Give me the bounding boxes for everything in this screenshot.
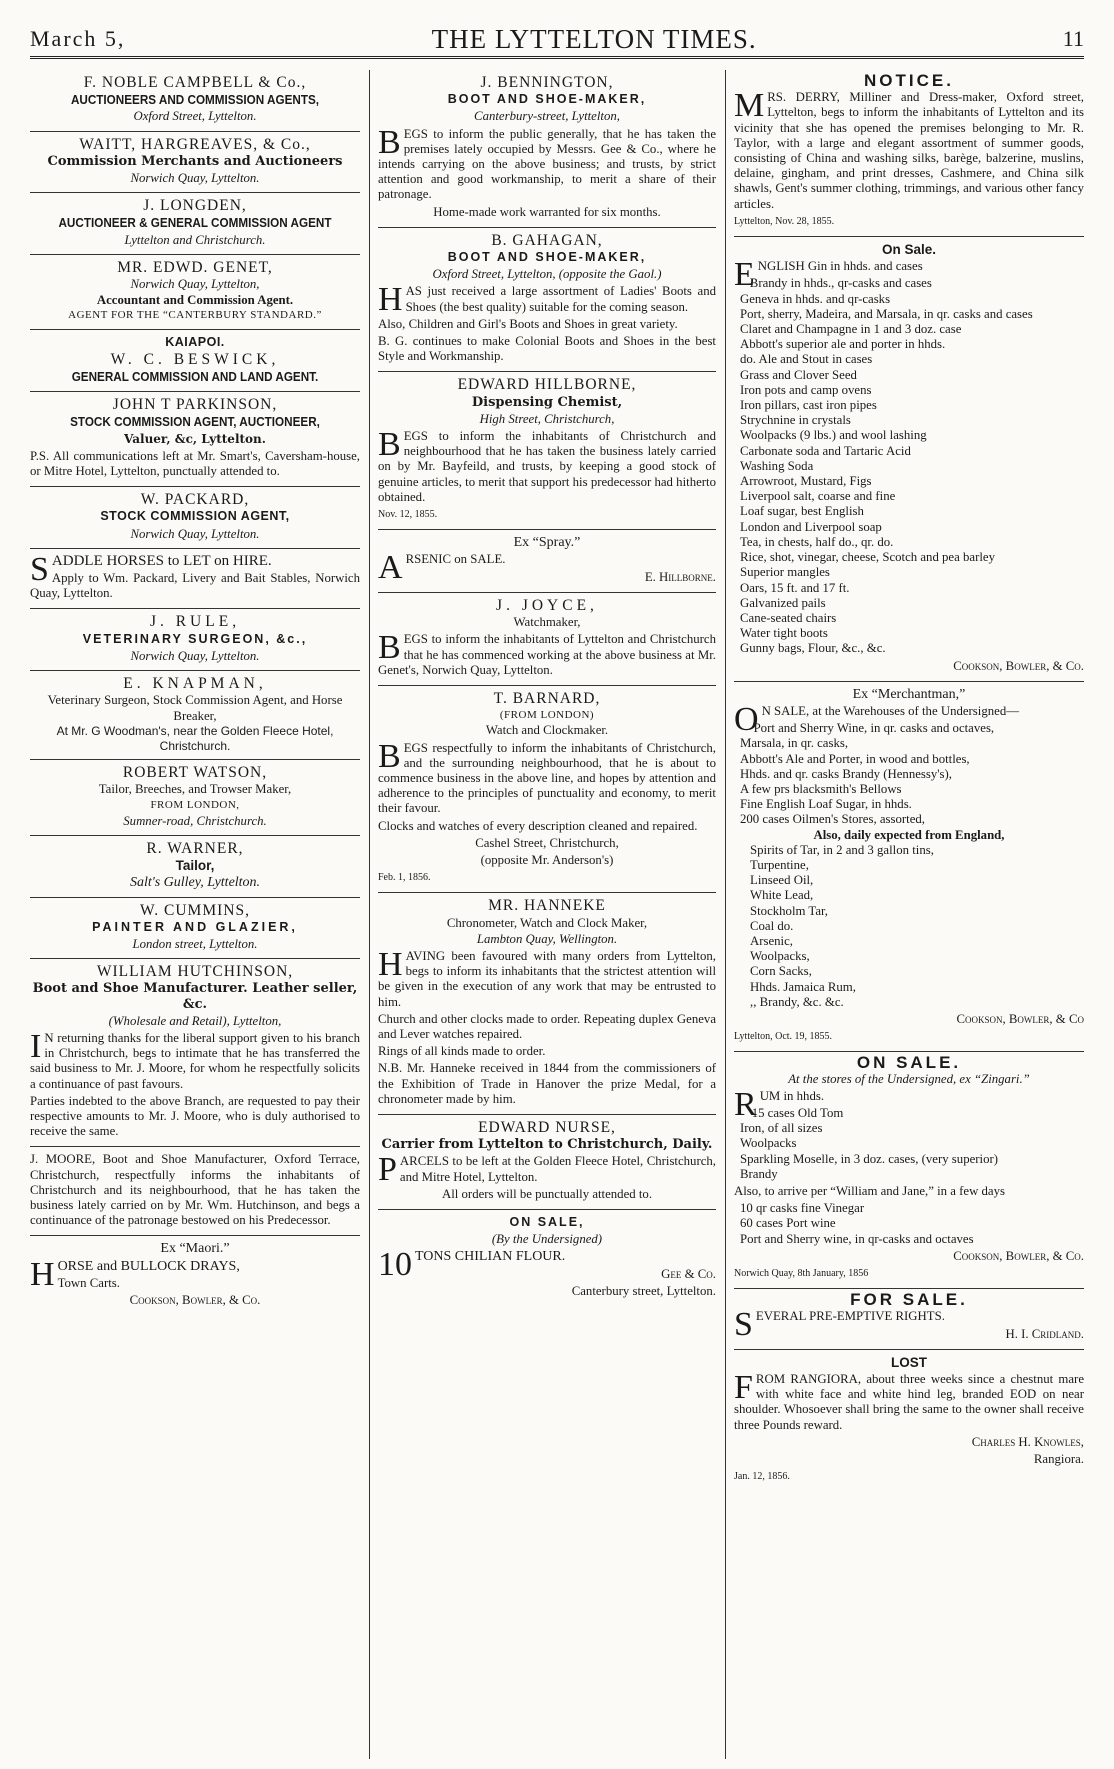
drop-cap: 10 (378, 1246, 412, 1284)
ad-name: J. LONGDEN, (143, 197, 247, 215)
ad-body: EGS to inform the public generally, that he has taken the premises lately occupied by Messrs. Gee & Co., where he intends carrying on the above business; and trusts, by strict attention and good workmanship, to merit a share of their patronage. (378, 126, 716, 202)
ad-signature: Cookson, Bowler, & Co. (953, 1248, 1084, 1263)
ad-merchantman (734, 682, 1084, 1053)
drop-cap: S (734, 1306, 753, 1344)
ad-headline: LOST (891, 1354, 927, 1370)
goods-list (734, 276, 1084, 656)
ad-also: Also, to arrive per “William and Jane,” in a few days (734, 1184, 1005, 1199)
list-item: Carbonate soda and Tartaric Acid (740, 443, 911, 458)
list-item: Arsenic, (750, 933, 793, 948)
list-item: Coal do. (750, 918, 794, 933)
ad-derry (734, 70, 1084, 237)
ad-zingari (734, 1052, 1084, 1289)
ad-body: Also, Children and Girl's Boots and Shoes in great variety. (378, 316, 678, 331)
list-item: 15 cases Old Tom (751, 1106, 844, 1120)
list-item: Iron pots and camp ovens (740, 382, 872, 397)
ad-body: B. G. continues to make Colonial Boots and Shoes in the best Style and Workmanship. (378, 334, 716, 364)
masthead (30, 22, 1084, 59)
ad-date: Feb. 1, 1856. (378, 872, 431, 884)
ad-address: Norwich Quay, Lyttelton. (130, 648, 260, 663)
ad-address: (Wholesale and Retail), Lyttelton, (108, 1013, 282, 1028)
ad-line: AUCTIONEER & GENERAL COMMISSION AGENT (58, 215, 332, 231)
ad-ex: Ex “Merchantman,” (852, 686, 966, 702)
ad-headline: ON SALE, (509, 1215, 585, 1229)
ad-signature: Cookson, Bowler, & Co. (129, 1293, 261, 1307)
ad-body: Home-made work warranted for six months. (433, 204, 661, 219)
list-item: Strychnine in crystals (740, 413, 851, 428)
ad-body: AS just received a large assortment of Ladies' Boots and Shoes (the best quality) suitable for the coming season. (405, 284, 716, 314)
ad-body: AVING been favoured with many orders from Lyttelton, begs to inform its inhabitants that the strictest attention will be given in the execution of any work that may be entrusted to him. (378, 948, 716, 1009)
goods-list (734, 843, 1084, 1010)
ad-maori (30, 1236, 360, 1315)
list-item: Liverpool salt, coarse and fine (740, 489, 896, 504)
ad-address: High Street, Christchurch, (479, 411, 615, 426)
ad-headline: NOTICE. (864, 71, 954, 90)
ad-body: N.B. Mr. Hanneke received in 1844 from the commissioners of the Exhibition of Trade in Hanover the prize Medal, for a chronometer made by him. (378, 1061, 716, 1106)
ad-gahagan (378, 228, 716, 373)
ad-subline: Town Carts. (57, 1275, 120, 1290)
newspaper-title: THE LYTTELTON TIMES. (431, 23, 757, 54)
drop-cap: F (734, 1369, 753, 1407)
list-item: 10 qr casks fine Vinegar (740, 1201, 865, 1216)
ad-also: Also, daily expected from England, (813, 827, 1005, 842)
ad-address: Oxford Street, Lyttelton. (133, 109, 257, 124)
ad-line: Boot and Shoe Manufacturer. Leather seller, &c. (32, 981, 358, 1012)
column-rule (369, 70, 370, 1759)
ad-line: Chronometer, Watch and Clock Maker, (446, 915, 648, 930)
ad-body: EGS to inform the inhabitants of Lyttelton and Christchurch that he has commenced working at the above business at Mr. Genet's, Norwich Quay, Lyttelton. (378, 632, 716, 677)
ad-line: Watchmaker, (513, 615, 581, 630)
ad-signature: H. I. Cridland. (1005, 1326, 1084, 1341)
ad-line: Veterinary Surgeon, Stock Commission Agent, and Horse Breaker, (47, 693, 343, 723)
ad-name: WILLIAM HUTCHINSON, (96, 963, 294, 981)
ad-address: London street, Lyttelton. (132, 936, 258, 951)
ad-body: NGLISH Gin in hhds. and cases (757, 259, 923, 274)
ad-name: ROBERT WATSON, (122, 764, 268, 782)
list-item: Grass and Clover Seed (740, 367, 857, 382)
ad-signature: Cookson, Bowler, & Co (956, 1011, 1084, 1026)
ad-campbell (30, 70, 360, 132)
ad-subline: At the stores of the Undersigned, ex “Zingari.” (788, 1071, 1030, 1086)
ad-signature: Gee & Co. (661, 1266, 716, 1281)
ad-body: EVERAL PRE-EMPTIVE RIGHTS. (755, 1309, 945, 1324)
list-item: A few prs blacksmith's Bellows (740, 781, 902, 796)
ad-headline: FOR SALE. (850, 1290, 968, 1310)
ad-date: Norwich Quay, 8th January, 1856 (734, 1268, 869, 1280)
ad-body: EGS to inform the inhabitants of Christchurch and neighbourhood that he has taken the business lately carried on by Mr. Bayfeild, and trusts, by keeping a good stock of genuine articles, to merit that support his predecessor had hitherto obtained. (378, 429, 716, 504)
ad-body: RS. DERRY, Milliner and Dress-maker, Oxford street, Lyttelton, begs to inform the inhabitants of Lyttelton and its vicinity that she has opened the premises belonging to Mr. R. Taylor, with a large and elegant assortment of summer goods, consisting of China and washing silks, barège, balzerine, muslins, delaine, gingham, and print dresses, Cashmere, and China silk shawls, Gent's summer clothing, trimmings, and various other fancy articles. (734, 90, 1084, 211)
ad-address: Norwich Quay, Lyttelton, (130, 277, 260, 292)
ad-address: Cashel Street, Christchurch, (475, 835, 619, 850)
ad-body: Apply to Wm. Packard, Livery and Bait Stables, Norwich Quay, Lyttelton. (30, 571, 360, 601)
drop-cap: H (378, 945, 403, 983)
ad-name: E. KNAPMAN, (123, 675, 267, 693)
column-2 (378, 70, 716, 1759)
ad-hutchinson (30, 959, 360, 1147)
ad-line: Accountant and Commission Agent. (96, 293, 294, 308)
ad-longden (30, 193, 360, 255)
list-item: Woolpacks, (750, 949, 810, 964)
page-number: 11 (1062, 26, 1084, 51)
ad-date: Nov. 12, 1855. (378, 509, 438, 521)
ad-address: At Mr. G Woodman's, near the Golden Fleece Hotel, Christchurch. (56, 723, 334, 753)
list-item: Woolpacks (740, 1136, 797, 1151)
ad-joyce (378, 593, 716, 686)
ad-address: Oxford Street, Lyttelton, (opposite the Gaol.) (432, 267, 662, 282)
list-item: Cane-seated chairs (740, 610, 837, 625)
list-item: White Lead, (750, 888, 814, 903)
ad-nurse (378, 1115, 716, 1210)
list-item: Hhds. and qr. casks Brandy (Hennessy's), (740, 766, 952, 781)
list-item: London and Liverpool soap (740, 519, 882, 534)
ad-subline: FROM LONDON, (150, 798, 240, 811)
ad-knapman (30, 671, 360, 760)
list-item: Port and Sherry wine, in qr-casks and octaves (740, 1231, 974, 1246)
ad-date: Jan. 12, 1856. (734, 1471, 790, 1483)
ad-watson (30, 760, 360, 836)
ad-moore (30, 1147, 360, 1236)
ad-body: P.S. All communications left at Mr. Smart's, Caversham-house, or Mitre Hotel, Lyttelton, punctually attended to. (30, 448, 360, 479)
ad-name: WAITT, HARGREAVES, & Co., (79, 135, 311, 153)
ad-line: PAINTER AND GLAZIER, (92, 919, 298, 934)
ad-address: Canterbury street, Lyttelton. (571, 1283, 716, 1298)
ad-name: F. NOBLE CAMPBELL & Co., (83, 74, 307, 91)
ad-name: T. BARNARD, (493, 689, 601, 707)
list-item: Port, sherry, Madeira, and Marsala, in qr. casks and cases (740, 306, 1033, 321)
list-item: Superior mangles (740, 565, 830, 580)
ad-address: Norwich Quay, Lyttelton. (130, 526, 260, 541)
ad-ex: Ex “Maori.” (160, 1241, 230, 1257)
list-item: Iron, of all sizes (740, 1121, 823, 1136)
ad-spray (378, 530, 716, 593)
ad-bennington (378, 70, 716, 228)
list-item: Sparkling Moselle, in 3 doz. cases, (very superior) (740, 1151, 999, 1166)
list-item: Marsala, in qr. casks, (740, 736, 849, 751)
ad-line: VETERINARY SURGEON, &c., (82, 631, 308, 646)
ad-line: AUCTIONEERS AND COMMISSION AGENTS, (70, 92, 320, 108)
ad-line: Tailor, Breeches, and Trowser Maker, (98, 782, 292, 797)
ad-name: MR. EDWD. GENET, (117, 258, 273, 276)
list-item: 200 cases Oilmen's Stores, assorted, (740, 812, 925, 827)
list-item: Hhds. Jamaica Rum, (750, 979, 856, 994)
ad-name: J. BENNINGTON, (480, 74, 614, 91)
list-item: Rice, shot, vinegar, cheese, Scotch and pea barley (740, 550, 995, 565)
list-item: Arrowroot, Mustard, Figs (740, 474, 872, 489)
list-item: Brandy (740, 1166, 778, 1181)
ad-subline: (By the Undersigned) (491, 1232, 603, 1247)
ad-line: Carrier from Lyttelton to Christchurch, Daily. (381, 1137, 713, 1153)
ad-body: Parties indebted to the above Branch, are requested to pay their respective amounts to Mr. J. Moore, who is duly authorised to receive the same. (30, 1093, 360, 1139)
ad-headline: ADDLE HORSES to LET on HIRE. (51, 552, 272, 569)
drop-cap: M (734, 87, 765, 125)
ad-subline: AGENT FOR THE “CANTERBURY STANDARD.” (68, 309, 322, 322)
ad-line: STOCK COMMISSION AGENT, (100, 509, 290, 524)
ad-beswick (30, 330, 360, 393)
ad-name: B. GAHAGAN, (491, 231, 603, 249)
ad-packard (30, 487, 360, 549)
ad-parkinson (30, 392, 360, 487)
column-3 (734, 70, 1084, 1759)
list-item: Port and Sherry Wine, in qr. casks and octaves, (753, 721, 995, 736)
drop-cap: A (378, 549, 403, 587)
ad-lost (734, 1350, 1084, 1492)
ad-name: EDWARD HILLBORNE, (457, 376, 637, 394)
ad-body: EGS respectfully to inform the inhabitants of Christchurch, and the surrounding neighbourhood, that he is about to commence business in the above line, and hopes by attention and adherence to the principles of punctuality and economy, to merit their favour. (378, 740, 716, 816)
ad-hanneke (378, 893, 716, 1115)
list-item: ,, Brandy, &c. &c. (750, 994, 844, 1009)
list-item: Loaf sugar, best English (740, 504, 864, 519)
ad-subline: (FROM LONDON) (499, 709, 595, 722)
list-item: Spirits of Tar, in 2 and 3 gallon tins, (750, 842, 934, 857)
ad-line: BOOT AND SHOE-MAKER, (447, 92, 647, 107)
drop-cap: H (378, 281, 403, 319)
ad-address: Salt's Gulley, Lyttelton. (129, 875, 261, 891)
ad-cummins (30, 898, 360, 960)
drop-cap: B (378, 426, 401, 464)
drop-cap: P (378, 1151, 397, 1189)
ad-signature: Charles H. Knowles, (971, 1434, 1084, 1449)
ad-line: Watch and Clockmaker. (485, 723, 609, 738)
list-item: Stockholm Tar, (750, 903, 828, 918)
ad-signature: Cookson, Bowler, & Co. (953, 658, 1084, 673)
ad-barnard (378, 686, 716, 893)
list-item: Oars, 15 ft. and 17 ft. (740, 580, 850, 595)
list-item: Iron pillars, cast iron pipes (740, 398, 877, 413)
ad-address: Lyttelton and Christchurch. (124, 232, 266, 247)
list-item: 60 cases Port wine (740, 1216, 836, 1231)
list-item: Claret and Champagne in 1 and 3 doz. case (740, 322, 962, 337)
ad-body: All orders will be punctually attended to. (441, 1186, 653, 1201)
ad-saddle-horses (30, 549, 360, 610)
list-item: Linseed Oil, (750, 873, 814, 888)
drop-cap: I (30, 1027, 42, 1065)
ad-subline: Valuer, &c, Lyttelton. (124, 431, 266, 446)
goods-list (734, 1106, 1084, 1182)
drop-cap: R (734, 1085, 757, 1123)
ad-date: Lyttelton, Nov. 28, 1855. (734, 215, 835, 227)
ad-name: W. CUMMINS, (140, 901, 250, 919)
ad-name: W. PACKARD, (140, 491, 250, 509)
goods-list (734, 721, 1084, 827)
drop-cap: E (734, 256, 755, 294)
ad-name: MR. HANNEKE (488, 897, 606, 915)
ad-for-sale (734, 1289, 1084, 1350)
list-item: Tea, in chests, half do., qr. do. (740, 534, 894, 549)
ad-name: J. RULE, (149, 613, 241, 631)
list-item: Washing Soda (740, 458, 814, 473)
ad-body: ROM RANGIORA, about three weeks since a chestnut mare with white face and white hind leg, branded EOD on near shoulder. Whosoever shall bring the same to the owner shall receive three Pounds reward. (734, 1372, 1084, 1432)
ad-headline: ON SALE. (856, 1053, 962, 1073)
ad-address: (opposite Mr. Anderson's) (480, 852, 614, 867)
list-item: do. Ale and Stout in cases (740, 352, 873, 367)
ad-waitt (30, 132, 360, 194)
drop-cap: S (30, 550, 49, 588)
goods-list (734, 1201, 1084, 1247)
ad-address: Lambton Quay, Wellington. (476, 931, 618, 946)
ad-place: Rangiora. (1033, 1452, 1084, 1467)
ad-line: Commission Merchants and Auctioneers (47, 153, 343, 169)
drop-cap: B (378, 737, 401, 775)
drop-cap: B (378, 123, 401, 161)
ad-body: J. MOORE, Boot and Shoe Manufacturer, Oxford Terrace, Christchurch, respectfully informs the inhabitants of Christchurch and its neighbourhood, that he has taken the business lately carried on by Mr. Wm. Hutchinson, and begs a continuance of the patronage bestowed on his Predecessor. (30, 1152, 360, 1228)
ad-name: W. C. BESWICK, (110, 350, 280, 368)
ad-line: BOOT AND SHOE-MAKER, (447, 250, 647, 265)
ad-headline: RSENIC on SALE. (405, 552, 506, 567)
ad-rule (30, 609, 360, 671)
ad-line: Tailor, (175, 858, 215, 874)
ad-body: TONS CHILIAN FLOUR. (415, 1249, 566, 1265)
list-item: Abbott's Ale and Porter, in wood and bottles, (740, 751, 970, 766)
ad-name: J. JOYCE, (496, 596, 598, 614)
ad-hillborne (378, 372, 716, 530)
list-item: Turpentine, (750, 857, 809, 872)
drop-cap: B (378, 629, 401, 667)
ad-ex: Ex “Spray.” (513, 535, 581, 551)
ad-flour (378, 1210, 716, 1306)
list-item: Geneva in hhds. and qr-casks (740, 291, 891, 306)
ad-address: Canterbury-street, Lyttelton, (474, 109, 620, 124)
ad-headline: ORSE and BULLOCK DRAYS, (57, 1258, 240, 1274)
ad-name: JOHN T PARKINSON, (112, 396, 278, 414)
ad-genet (30, 255, 360, 330)
ad-body: ARCELS to be left at the Golden Fleece Hotel, Christchurch, and Mitre Hotel, Lyttelton. (399, 1154, 716, 1184)
issue-date: March 5, (30, 26, 126, 51)
ad-address: Norwich Quay, Lyttelton. (130, 171, 260, 186)
ad-body: Rings of all kinds made to order. (378, 1044, 546, 1059)
ad-on-sale (734, 237, 1084, 682)
list-item: Galvanized pails (740, 595, 826, 610)
ad-body: N SALE, at the Warehouses of the Undersigned— (761, 703, 1020, 718)
list-item: Gunny bags, Flour, &c., &c. (740, 641, 886, 656)
ad-body: Clocks and watches of every description cleaned and repaired. (378, 818, 698, 833)
ad-line: GENERAL COMMISSION AND LAND AGENT. (71, 369, 319, 385)
ad-signature: E. Hillborne. (644, 569, 716, 584)
list-item: Water tight boots (740, 626, 828, 641)
ad-name: R. WARNER, (146, 839, 244, 857)
ad-place: KAIAPOI. (165, 334, 225, 349)
column-1 (30, 70, 360, 1759)
ad-line: STOCK COMMISSION AGENT, AUCTIONEER, (70, 414, 320, 430)
ad-body: N returning thanks for the liberal support given to his branch in Christchurch, begs to intimate that he has transferred the said business to Mr. J. Moore, for whom he respectfully solicits a continuance of past favours. (30, 1030, 360, 1091)
ad-warner (30, 836, 360, 898)
ad-address: Sumner-road, Christchurch. (123, 813, 267, 828)
ad-line: Dispensing Chemist, (471, 394, 623, 410)
list-item: Corn Sacks, (750, 964, 812, 979)
drop-cap: O (734, 700, 759, 738)
ad-body: UM in hhds. (759, 1088, 825, 1103)
ad-headline: On Sale. (881, 242, 937, 258)
ad-name: EDWARD NURSE, (478, 1118, 616, 1136)
list-item: Woolpacks (9 lbs.) and wool lashing (740, 428, 927, 443)
ad-body: Church and other clocks made to order. Repeating duplex Geneva and Lever watches repaired. (378, 1011, 716, 1041)
ad-date: Lyttelton, Oct. 19, 1855. (734, 1031, 833, 1043)
list-item: Fine English Loaf Sugar, in hhds. (740, 797, 912, 812)
list-item: Abbott's superior ale and porter in hhds. (740, 337, 946, 352)
column-rule (725, 70, 726, 1759)
drop-cap: H (30, 1255, 55, 1293)
list-item: Brandy in hhds., qr-casks and cases (749, 276, 932, 291)
